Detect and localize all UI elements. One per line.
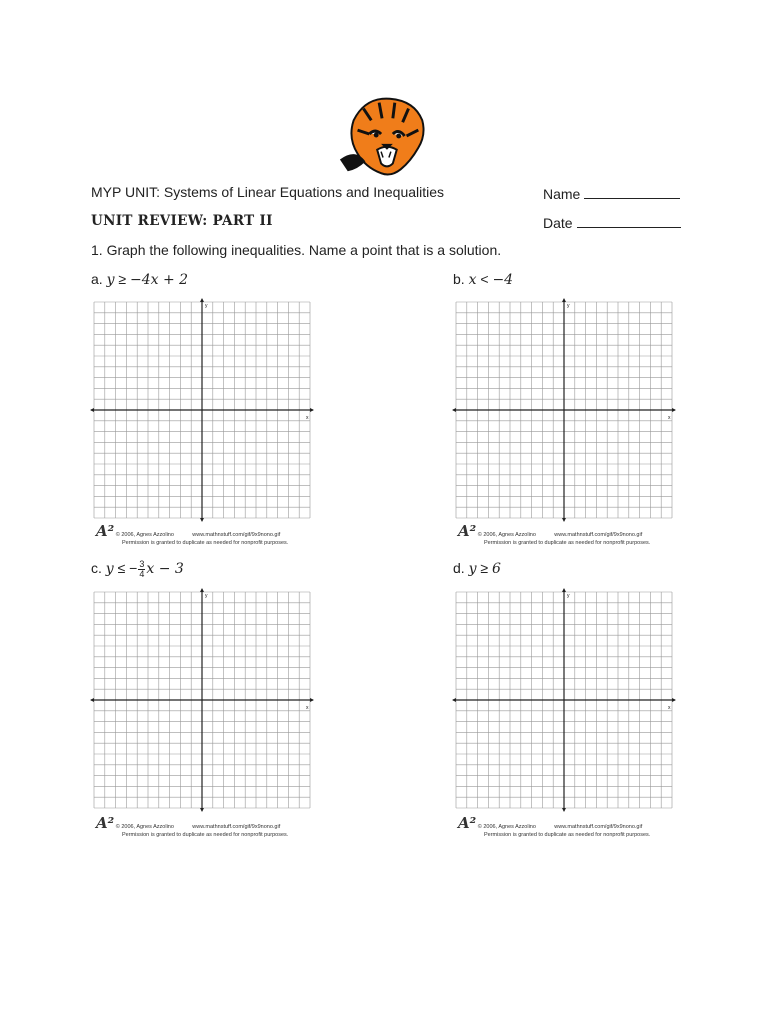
name-blank[interactable] [584,184,680,199]
instructions: 1. Graph the following inequalities. Name a point that is a solution. [91,242,502,258]
tiger-mascot-icon [336,90,434,180]
y-axis-arrow-icon [562,588,566,592]
x-axis-label: x [668,415,671,421]
name-label: Name [543,186,581,202]
y-axis-arrow-icon [200,588,204,592]
grid-credit-b: A² © 2006, Agnes Azzolino www.mathnstuff.com/gif/9x9nono.gif Permission is granted to duplicate as needed for nonprofit purposes. [458,522,651,546]
problem-c-label: c. y ≤ − $\frac{3}{4}$ x − 3 [91,559,184,579]
date-blank[interactable] [577,213,681,228]
unit-title: MYP UNIT: Systems of Linear Equations and Inequalities [91,184,445,200]
y-axis-label: y [567,593,570,599]
y-axis-label: y [205,303,208,309]
y-axis-label: y [567,303,570,309]
review-title: UNIT REVIEW: PART II [91,213,273,229]
x-axis-label: x [668,705,671,711]
y-axis-label: y [205,593,208,599]
x-axis-label: x [306,415,309,421]
x-axis-arrow-icon [672,698,676,702]
problem-d-label: d. y ≥ 6 [453,560,501,577]
name-field[interactable] [543,184,680,202]
fraction: $\frac{3}{4}$ [139,559,145,579]
y-axis-arrow-icon [562,808,566,812]
x-axis-arrow-icon [672,408,676,412]
x-axis-label: x [306,705,309,711]
grid-credit-a: A² © 2006, Agnes Azzolino www.mathnstuff.com/gif/9x9nono.gif Permission is granted to duplicate as needed for nonprofit purposes. [96,522,289,546]
x-axis-arrow-icon [310,408,314,412]
graph-grid-a[interactable] [90,298,315,528]
grid-credit-c: A² © 2006, Agnes Azzolino www.mathnstuff.com/gif/9x9nono.gif Permission is granted to duplicate as needed for nonprofit purposes. [96,814,289,838]
grid-credit-d: A² © 2006, Agnes Azzolino www.mathnstuff.com/gif/9x9nono.gif Permission is granted to duplicate as needed for nonprofit purposes. [458,814,651,838]
y-axis-arrow-icon [200,808,204,812]
problem-a-label: a. y ≥ −4x + 2 [91,271,189,288]
date-field[interactable] [543,213,681,231]
x-axis-arrow-icon [310,698,314,702]
y-axis-arrow-icon [562,298,566,302]
y-axis-arrow-icon [200,298,204,302]
graph-grid-d[interactable] [452,588,677,818]
problem-b-label: b. x < −4 [453,271,514,288]
date-label: Date [543,215,573,231]
x-axis-arrow-icon [452,408,456,412]
x-axis-arrow-icon [90,698,94,702]
graph-grid-c[interactable] [90,588,315,818]
x-axis-arrow-icon [452,698,456,702]
graph-grid-b[interactable] [452,298,677,528]
x-axis-arrow-icon [90,408,94,412]
